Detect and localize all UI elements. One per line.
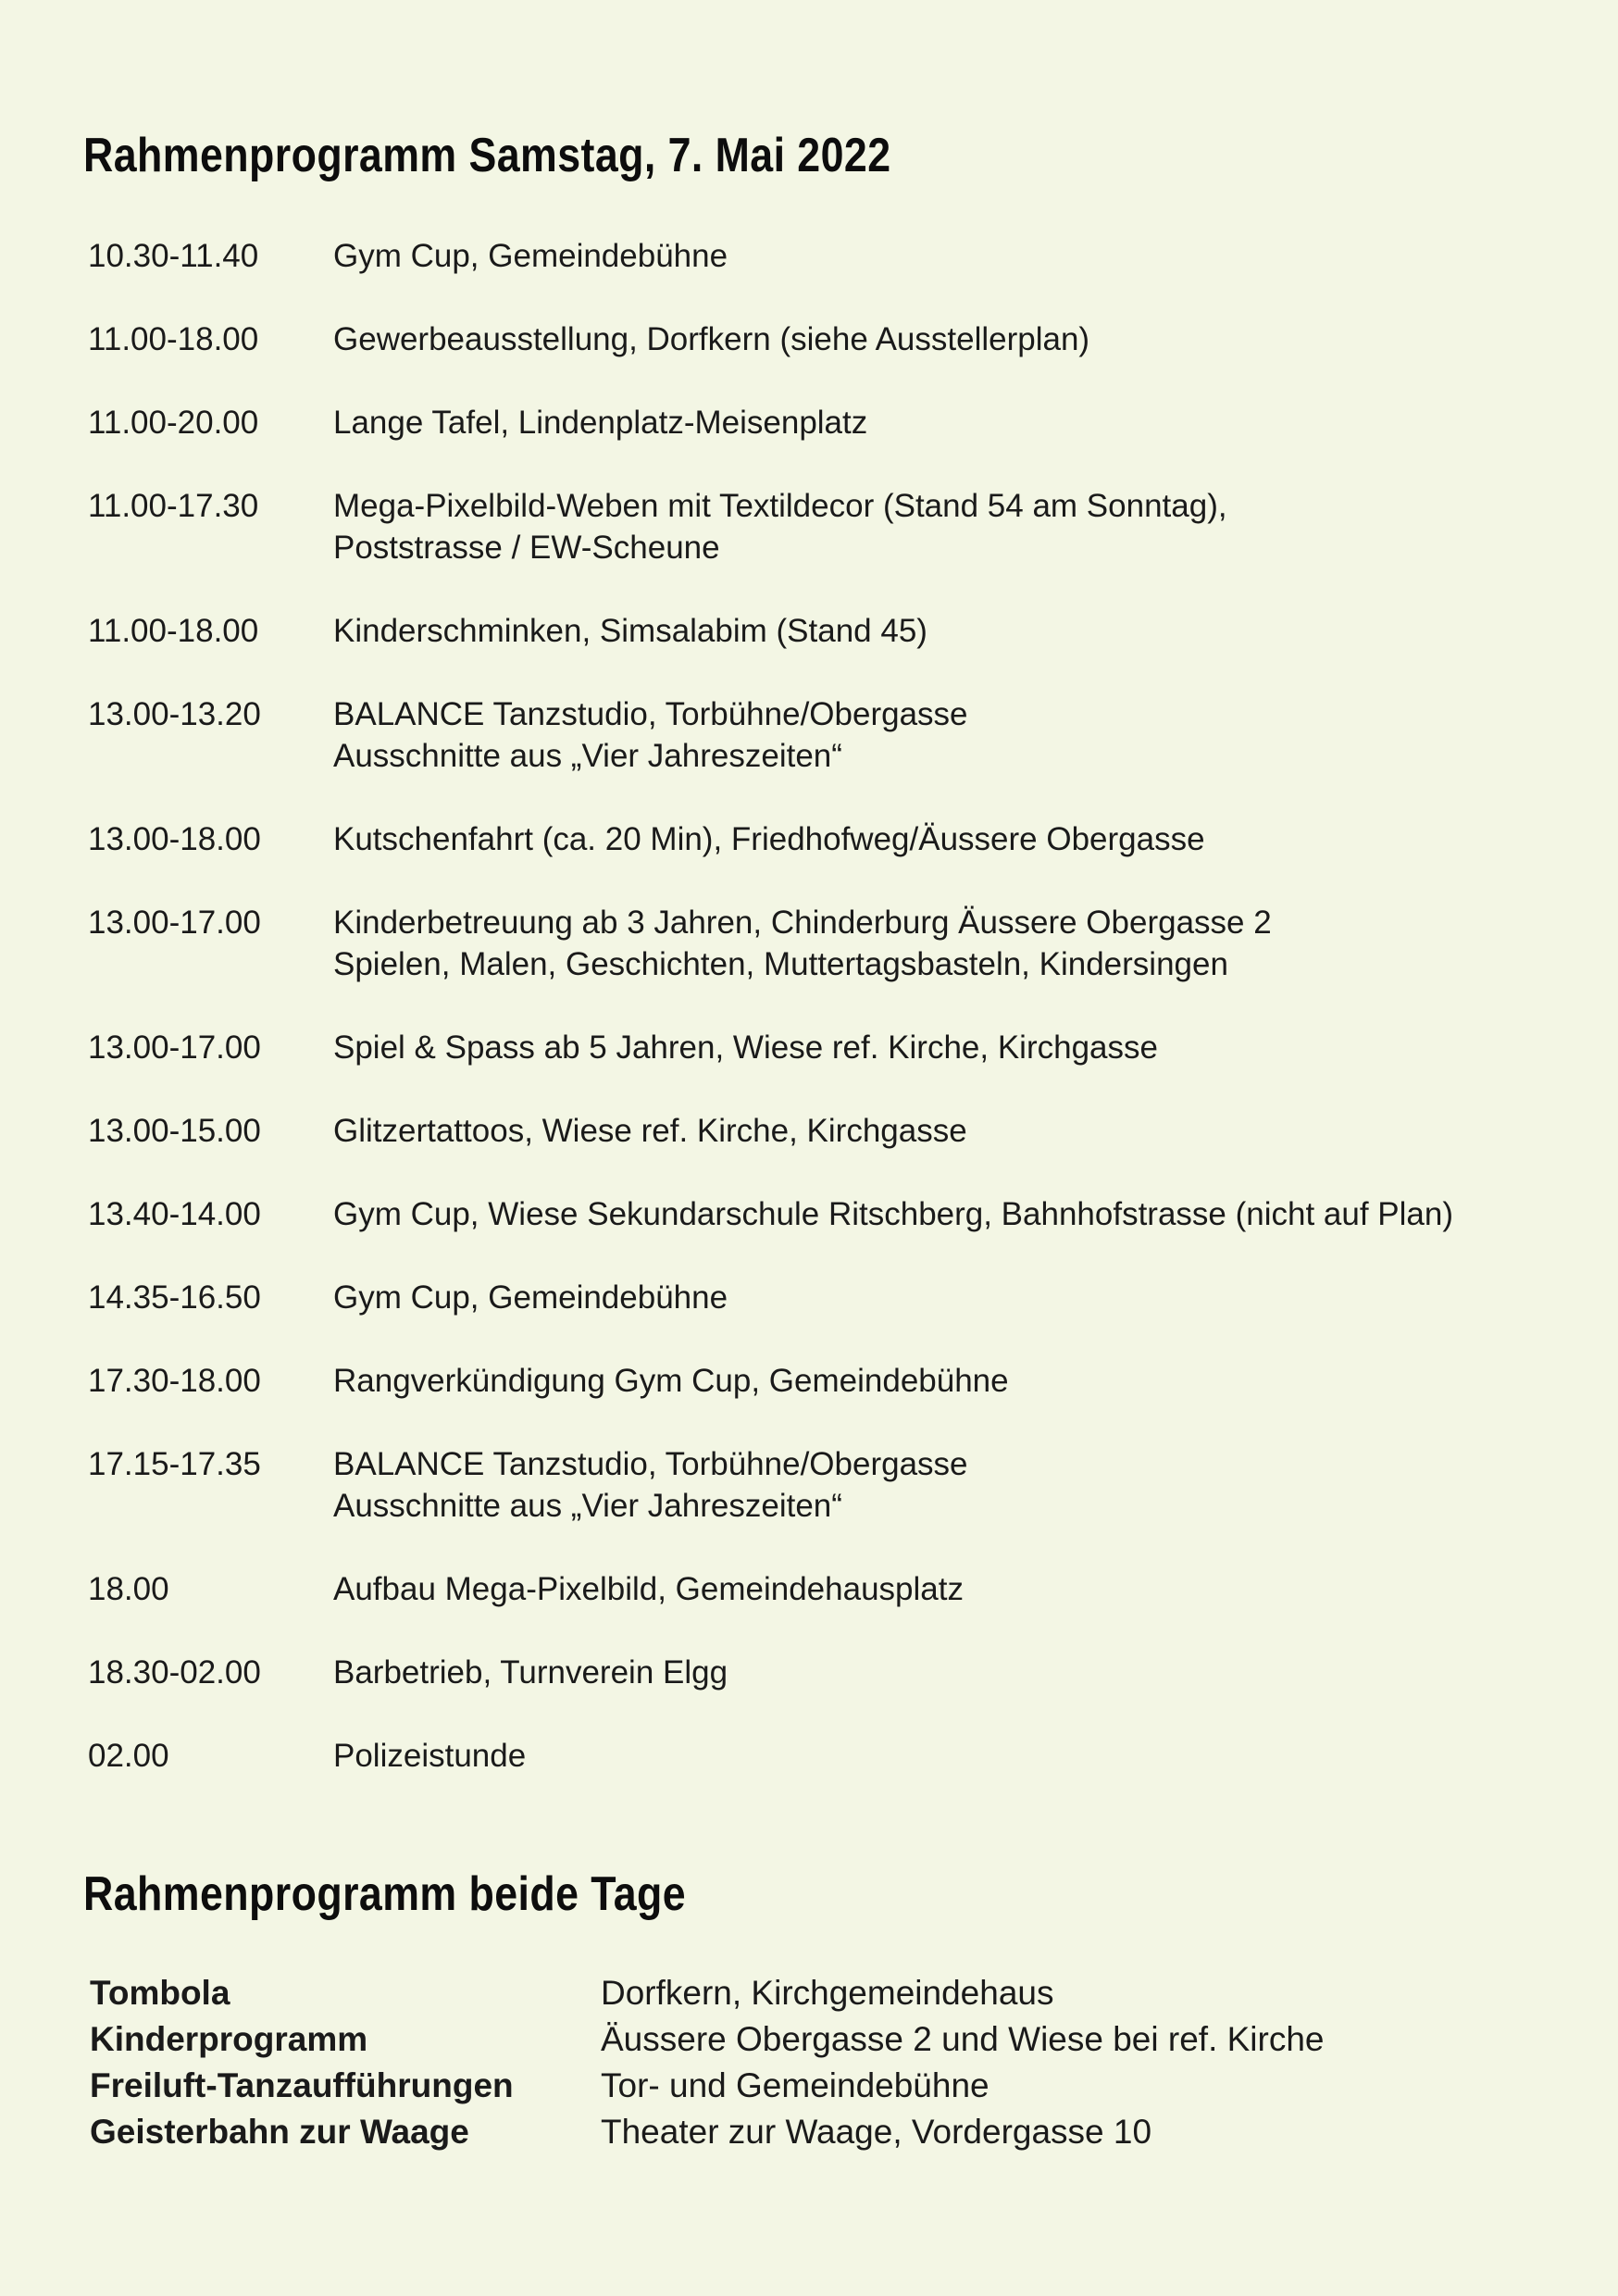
schedule-time: 14.35-16.50 [88, 1279, 261, 1316]
program-name: Kinderprogramm [90, 2020, 368, 2058]
schedule-row [88, 902, 1569, 985]
schedule-row [88, 818, 1569, 860]
schedule-description-line: Barbetrieb, Turnverein Elgg [333, 1654, 728, 1691]
schedule-row [88, 1110, 1569, 1152]
schedule-description-line: Ausschnitte aus „Vier Jahreszeiten“ [333, 738, 842, 774]
schedule-description [333, 1360, 1569, 1402]
schedule-time: 13.00-17.00 [88, 905, 261, 941]
both-days-row [90, 2016, 1571, 2063]
schedule-row [88, 1443, 1569, 1527]
schedule-row [88, 1652, 1569, 1693]
schedule-description-line: Gewerbeausstellung, Dorfkern (siehe Ausstellerplan) [333, 321, 1090, 357]
schedule-description-line: Kutschenfahrt (ca. 20 Min), Friedhofweg/Äussere Obergasse [333, 821, 1205, 857]
schedule-description [333, 1652, 1569, 1693]
schedule-time: 13.00-15.00 [88, 1113, 261, 1149]
program-name: Tombola [90, 1974, 230, 2012]
schedule-description-line: Kinderbetreuung ab 3 Jahren, Chinderburg Äussere Obergasse 2 [333, 905, 1272, 941]
schedule-description [333, 1568, 1569, 1610]
saturday-heading: Rahmenprogramm Samstag, 7. Mai 2022 [83, 129, 891, 182]
schedule-description [333, 1735, 1569, 1777]
schedule-description-line: Ausschnitte aus „Vier Jahreszeiten“ [333, 1488, 842, 1524]
schedule-description [333, 485, 1569, 568]
schedule-description [333, 1443, 1569, 1527]
schedule-description-line: Glitzertattoos, Wiese ref. Kirche, Kirchgasse [333, 1113, 967, 1149]
program-location: Theater zur Waage, Vordergasse 10 [601, 2113, 1152, 2151]
schedule-description [333, 402, 1569, 443]
schedule-description [333, 1277, 1569, 1318]
schedule-row [88, 1568, 1569, 1610]
schedule-description-line: Lange Tafel, Lindenplatz-Meisenplatz [333, 405, 868, 441]
both-days-list [90, 1970, 1571, 2155]
schedule-time: 13.00-13.20 [88, 696, 261, 732]
schedule-row [88, 1277, 1569, 1318]
schedule-row [88, 402, 1569, 443]
schedule-row [88, 1193, 1569, 1235]
schedule-description-line: Kinderschminken, Simsalabim (Stand 45) [333, 613, 927, 649]
schedule-description-line: BALANCE Tanzstudio, Torbühne/Obergasse [333, 1446, 968, 1482]
schedule-description [333, 318, 1569, 360]
schedule-time: 13.40-14.00 [88, 1196, 261, 1232]
schedule-row [88, 1735, 1569, 1777]
program-name: Geisterbahn zur Waage [90, 2113, 469, 2151]
schedule-time: 13.00-18.00 [88, 821, 261, 857]
schedule-description [333, 235, 1569, 277]
schedule-description-line: Spielen, Malen, Geschichten, Muttertagsbasteln, Kindersingen [333, 946, 1228, 982]
schedule-description-line: Gym Cup, Wiese Sekundarschule Ritschberg, Bahnhofstrasse (nicht auf Plan) [333, 1196, 1454, 1232]
schedule-row [88, 610, 1569, 652]
schedule-description [333, 693, 1569, 777]
schedule-description [333, 1110, 1569, 1152]
both-days-row [90, 2063, 1571, 2109]
schedule-row [88, 318, 1569, 360]
both-days-row [90, 1970, 1571, 2016]
schedule-description [333, 902, 1569, 985]
schedule-time: 11.00-18.00 [88, 613, 259, 649]
schedule-time: 10.30-11.40 [88, 238, 259, 274]
schedule-time: 17.15-17.35 [88, 1446, 261, 1482]
schedule-description-line: Gym Cup, Gemeindebühne [333, 1279, 728, 1316]
program-location: Tor- und Gemeindebühne [601, 2066, 989, 2104]
both-days-heading: Rahmenprogramm beide Tage [83, 1867, 687, 1921]
schedule-description-line: Mega-Pixelbild-Weben mit Textildecor (Stand 54 am Sonntag), [333, 488, 1227, 524]
both-days-row [90, 2109, 1571, 2155]
schedule-row [88, 1360, 1569, 1402]
schedule-description [333, 1027, 1569, 1068]
program-name: Freiluft-Tanzaufführungen [90, 2066, 514, 2104]
schedule-time: 13.00-17.00 [88, 1029, 261, 1066]
schedule-row [88, 485, 1569, 568]
schedule-time: 11.00-18.00 [88, 321, 259, 357]
schedule-description-line: Polizeistunde [333, 1738, 527, 1774]
schedule-time: 11.00-20.00 [88, 405, 259, 441]
saturday-schedule [88, 235, 1569, 1818]
program-location: Äussere Obergasse 2 und Wiese bei ref. Kirche [601, 2020, 1325, 2058]
schedule-description [333, 818, 1569, 860]
schedule-description [333, 610, 1569, 652]
schedule-row [88, 1027, 1569, 1068]
schedule-row [88, 235, 1569, 277]
schedule-time: 17.30-18.00 [88, 1363, 261, 1399]
schedule-description-line: Aufbau Mega-Pixelbild, Gemeindehausplatz [333, 1571, 964, 1607]
schedule-description-line: Poststrasse / EW-Scheune [333, 530, 720, 566]
schedule-description-line: Gym Cup, Gemeindebühne [333, 238, 728, 274]
schedule-row [88, 693, 1569, 777]
program-location: Dorfkern, Kirchgemeindehaus [601, 1974, 1054, 2012]
schedule-time: 18.00 [88, 1571, 169, 1607]
schedule-description-line: BALANCE Tanzstudio, Torbühne/Obergasse [333, 696, 968, 732]
schedule-description-line: Spiel & Spass ab 5 Jahren, Wiese ref. Kirche, Kirchgasse [333, 1029, 1158, 1066]
schedule-time: 11.00-17.30 [88, 488, 259, 524]
schedule-description-line: Rangverkündigung Gym Cup, Gemeindebühne [333, 1363, 1009, 1399]
schedule-description [333, 1193, 1569, 1235]
schedule-time: 02.00 [88, 1738, 169, 1774]
schedule-time: 18.30-02.00 [88, 1654, 261, 1691]
